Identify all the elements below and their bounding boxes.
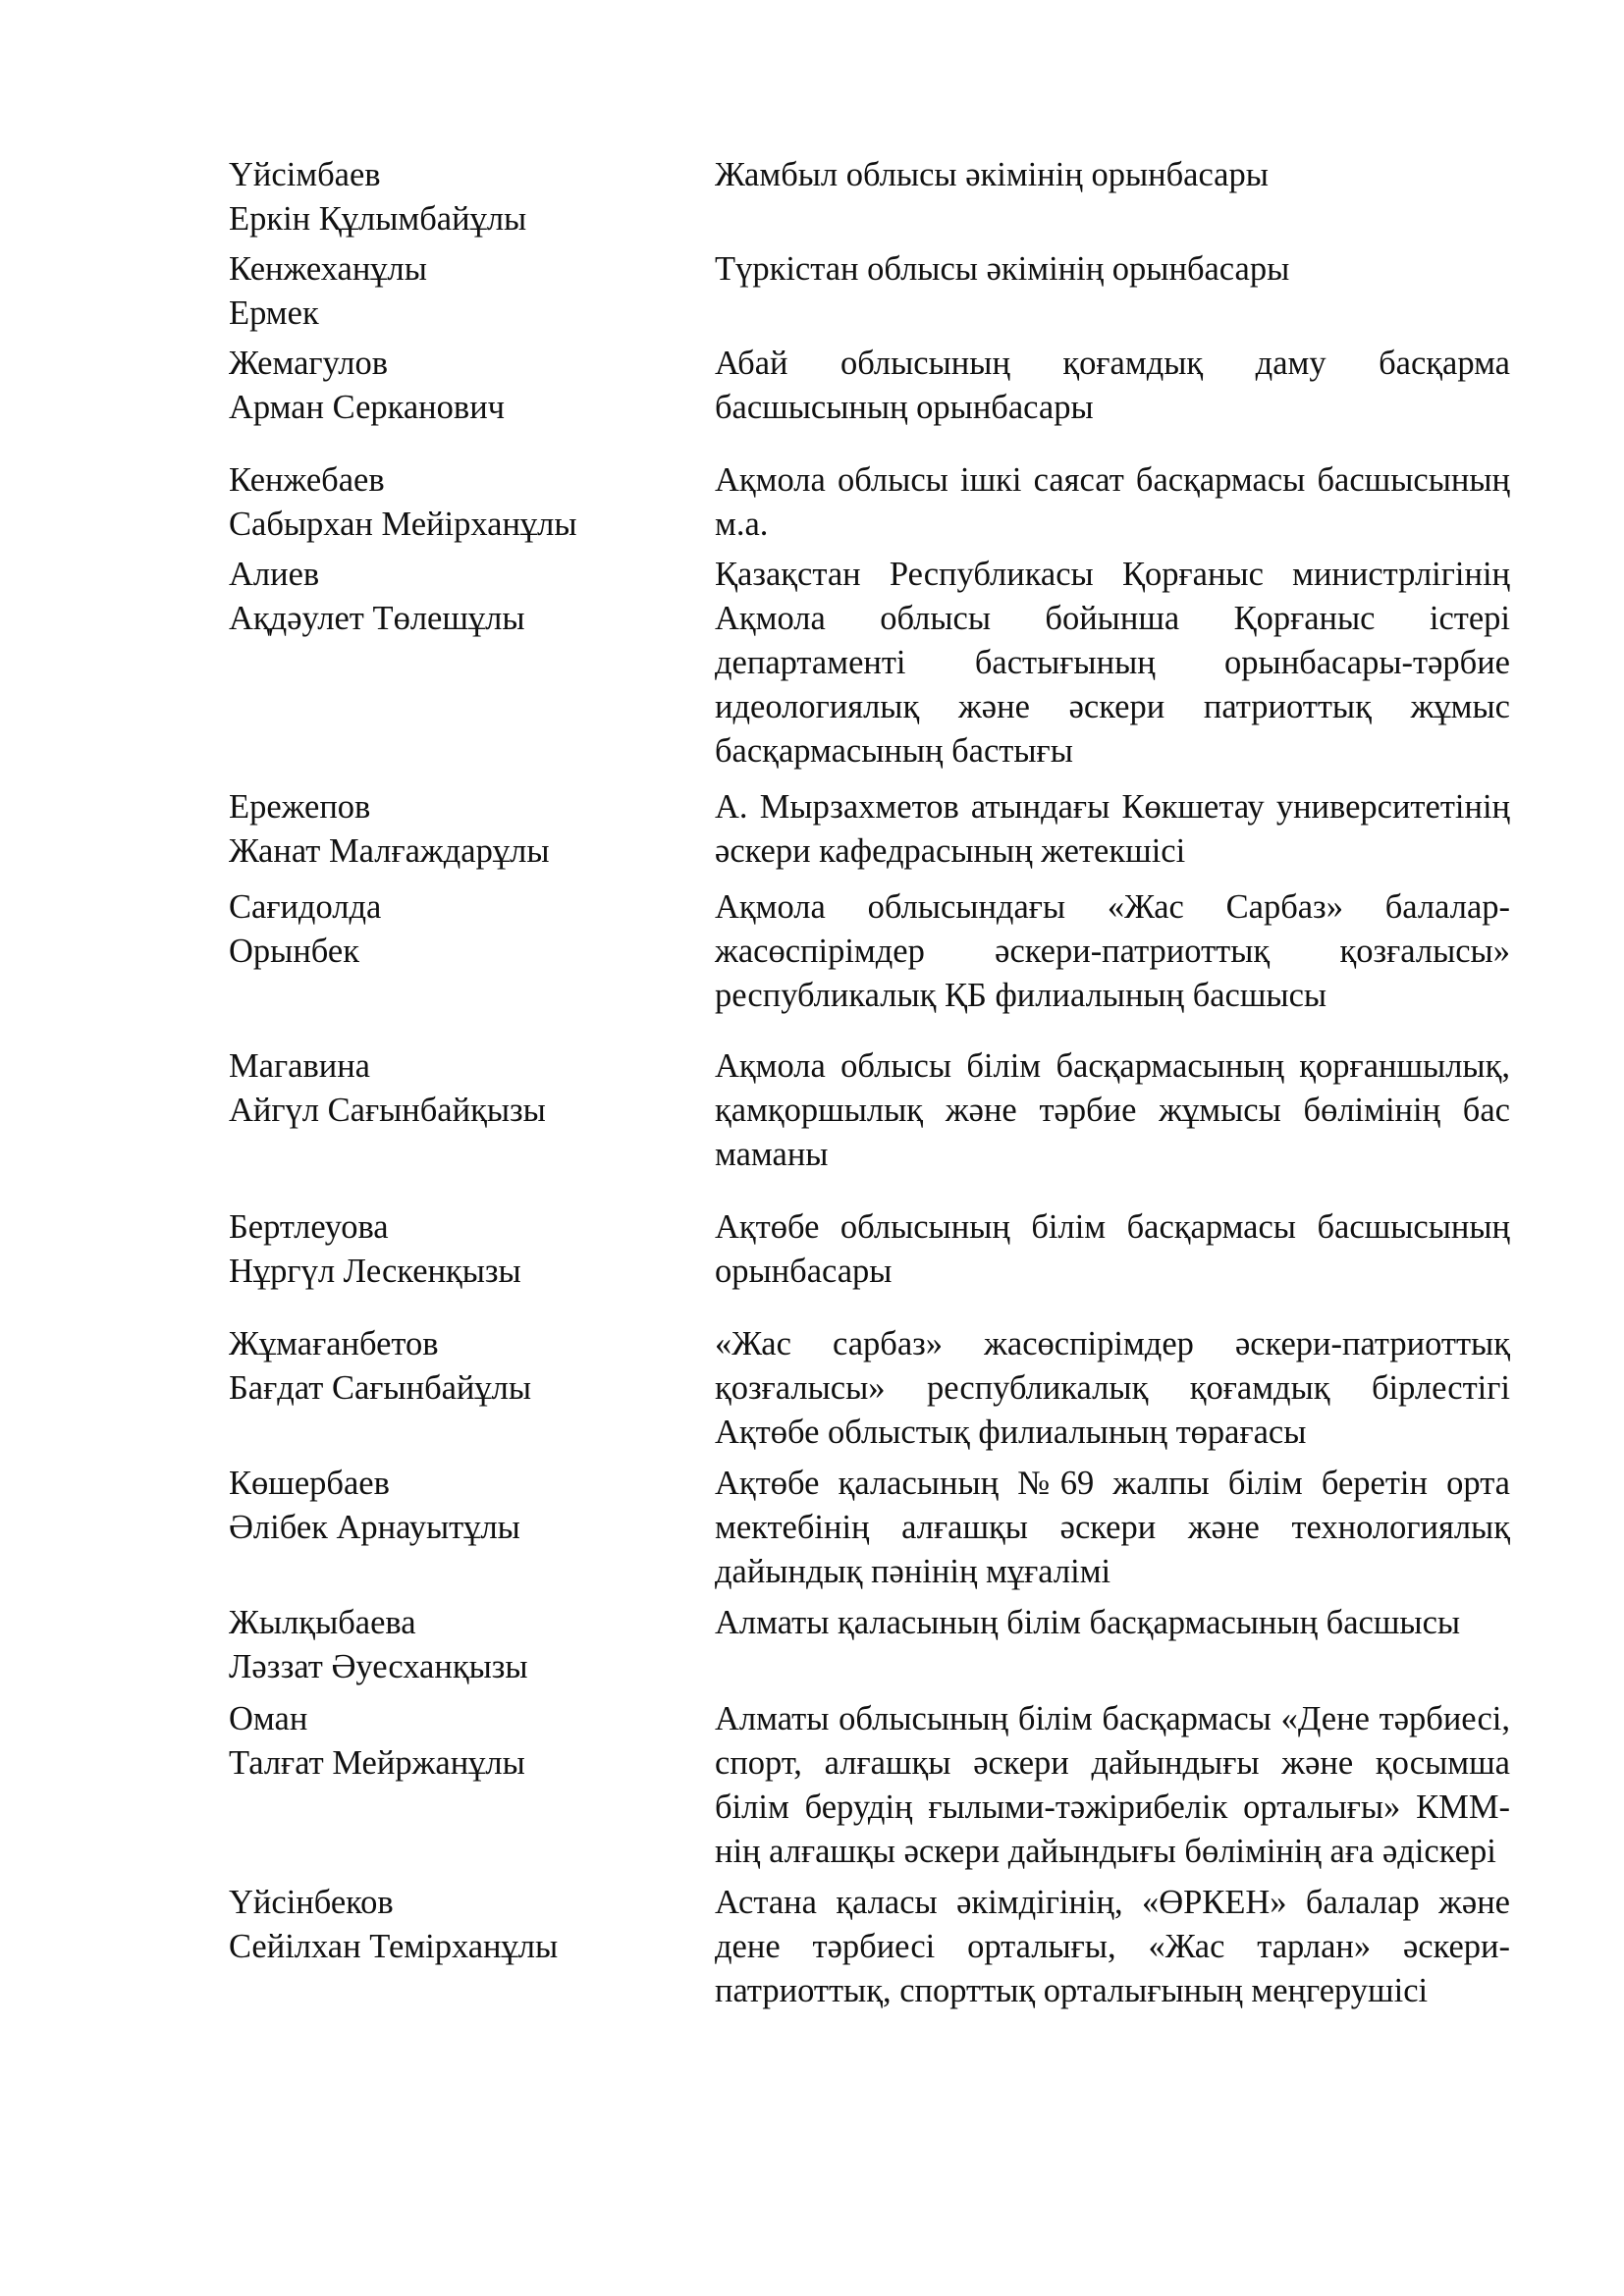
position-title: Жамбыл облысы әкімінің орынбасары: [715, 156, 1269, 193]
person-name: [229, 885, 715, 974]
person-name: [229, 785, 715, 874]
position-title: А. Мырзахметов атындағы Көкшетау университетінің әскери кафедрасының жетекшісі: [715, 788, 1510, 870]
person-name: [229, 1322, 715, 1411]
person-name: [229, 153, 715, 241]
list-item: [229, 153, 1510, 241]
list-item: [229, 1881, 1510, 2013]
position-title: Қазақстан Республикасы Қорғаныс министрлігінің Ақмола облысы бойынша Қорғаныс істері департаменті бастығының орынбасары-тәрбие идеологиялық және әскери патриоттық жұмыс басқармасының бастығы: [715, 556, 1510, 770]
person-name: [229, 458, 715, 547]
surname: Жұмағанбетов: [229, 1325, 439, 1362]
given-name: Ермек: [229, 294, 319, 332]
position-title: Ақтөбе облысының білім басқармасы басшысының орынбасары: [715, 1208, 1510, 1290]
personnel-list: [229, 153, 1510, 2013]
surname: Үйсінбеков: [229, 1884, 394, 1921]
position-title: «Жас сарбаз» жасөспірімдер әскери-патриоттық қозғалысы» республикалық қоғамдық бірлестігі Ақтөбе облыстық филиалының төрағасы: [715, 1325, 1510, 1451]
position-title: Ақмола облысы білім басқармасының қорғаншылық, қамқоршылық және тәрбие жұмысы бөлімінің бас маманы: [715, 1047, 1510, 1173]
list-item: [229, 1601, 1510, 1689]
given-name: Сабырхан Мейірханұлы: [229, 506, 577, 543]
surname: Бертлеуова: [229, 1208, 389, 1246]
position-title: Ақмола облысы ішкі саясат басқармасы басшысының м.а.: [715, 461, 1510, 543]
person-name: [229, 342, 715, 430]
position-title: Түркістан облысы әкімінің орынбасары: [715, 250, 1290, 288]
position-title: Астана қаласы әкімдігінің, «ӨРКЕН» балалар және дене тәрбиесі орталығы, «Жас тарлан» әскери-патриоттық, спорттық орталығының меңгерушісі: [715, 1884, 1510, 2009]
person-name: [229, 1697, 715, 1786]
list-item: [229, 1462, 1510, 1594]
list-item: [229, 553, 1510, 774]
given-name: Бағдат Сағынбайұлы: [229, 1369, 532, 1407]
person-name: [229, 1601, 715, 1689]
list-item: [229, 785, 1510, 874]
list-item: [229, 247, 1510, 336]
given-name: Ләззат Әуесханқызы: [229, 1648, 528, 1685]
given-name: Талғат Мейржанұлы: [229, 1744, 525, 1782]
list-item: [229, 885, 1510, 1018]
position-title: Алматы қаласының білім басқармасының басшысы: [715, 1604, 1461, 1641]
given-name: Әлібек Арнауытұлы: [229, 1509, 520, 1546]
surname: Жемагулов: [229, 345, 389, 382]
surname: Кенжеханұлы: [229, 250, 427, 288]
surname: Ережепов: [229, 788, 371, 826]
surname: Үйсімбаев: [229, 156, 381, 193]
person-name: [229, 1205, 715, 1294]
position-title: Ақтөбе қаласының №69 жалпы білім беретін орта мектебінің алғашқы әскери және технологиялық дайындық пәнінің мұғалімі: [715, 1465, 1510, 1590]
given-name: Арман Серканович: [229, 389, 506, 426]
list-item: [229, 1044, 1510, 1177]
given-name: Еркін Құлымбайұлы: [229, 200, 527, 238]
position-title: Алматы облысының білім басқармасы «Дене тәрбиесі, спорт, алғашқы әскери дайындығы және қосымша білім берудің ғылыми-тәжірибелік орталығы» КММ-нің алғашқы әскери дайындығы бөлімінің аға әдіскері: [715, 1700, 1510, 1870]
person-name: [229, 1881, 715, 1969]
person-name: [229, 1044, 715, 1133]
surname: Кенжебаев: [229, 461, 385, 499]
person-name: [229, 1462, 715, 1550]
surname: Көшербаев: [229, 1465, 390, 1502]
surname: Сағидолда: [229, 888, 382, 926]
list-item: [229, 342, 1510, 430]
given-name: Айгүл Сағынбайқызы: [229, 1092, 546, 1129]
person-name: [229, 247, 715, 336]
given-name: Орынбек: [229, 933, 359, 970]
position-title: Ақмола облысындағы «Жас Сарбаз» балалар-жасөспірімдер әскери-патриоттық қозғалысы» республикалық ҚБ филиалының басшысы: [715, 888, 1510, 1014]
person-name: [229, 553, 715, 641]
list-item: [229, 1322, 1510, 1455]
position-title: Абай облысының қоғамдық даму басқарма басшысының орынбасары: [715, 345, 1510, 426]
surname: Оман: [229, 1700, 308, 1737]
given-name: Нұргүл Лескенқызы: [229, 1253, 521, 1290]
list-item: [229, 1697, 1510, 1874]
list-item: [229, 458, 1510, 547]
given-name: Ақдәулет Төлешұлы: [229, 600, 525, 637]
given-name: Сейілхан Темірханұлы: [229, 1928, 559, 1965]
list-item: [229, 1205, 1510, 1294]
surname: Магавина: [229, 1047, 370, 1085]
given-name: Жанат Малғаждарұлы: [229, 832, 550, 870]
surname: Алиев: [229, 556, 320, 593]
surname: Жылқыбаева: [229, 1604, 416, 1641]
